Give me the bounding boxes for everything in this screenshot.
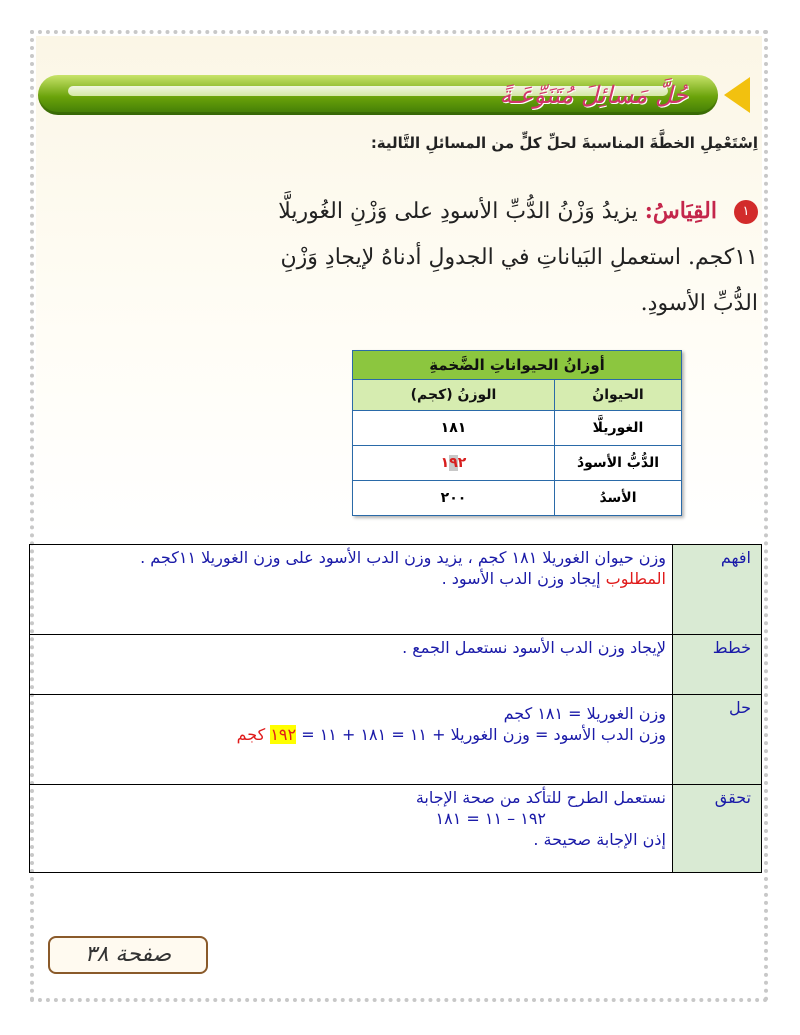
step-content — [30, 695, 673, 785]
required-line — [36, 568, 666, 589]
solution-table — [29, 544, 762, 873]
table-row — [353, 481, 682, 516]
answer-highlight: ١٩٢ — [270, 725, 297, 744]
step-label: افهم — [673, 545, 762, 635]
solve-line-1: وزن الغوريلا = ١٨١ كجم — [503, 704, 666, 723]
solve-line-2 — [36, 724, 666, 745]
check-line-1: نستعمل الطرح للتأكد من صحة الإجابة — [415, 788, 666, 807]
solution-row-plan — [30, 635, 762, 695]
weight-cell: ١٨١ — [353, 411, 555, 446]
banner-title: حُلَّ مَسائِلَ مُتَنَوِّعَـةً — [499, 81, 688, 109]
problem-statement — [268, 188, 758, 327]
step-content: لإيجاد وزن الدب الأسود نستعمل الجمع . — [30, 635, 673, 695]
step-content — [30, 545, 673, 635]
table-row — [353, 446, 682, 481]
solution-row-understand — [30, 545, 762, 635]
animal-cell: الدُّبُّ الأسودُ — [555, 446, 682, 481]
answer-unit: كجم — [236, 725, 271, 744]
weight-digit: ١ — [440, 455, 450, 471]
solve-equation: وزن الدب الأسود = وزن الغوريلا + ١١ = ١٨١ + ١١ = — [296, 725, 666, 744]
required-text: إيجاد وزن الدب الأسود . — [441, 569, 606, 588]
understand-text: وزن حيوان الغوريلا ١٨١ كجم ، يزيد وزن الدب الأسود على وزن الغوريلا ١١كجم . — [140, 548, 666, 567]
required-word: المطلوب — [605, 569, 666, 588]
instruction-text: اِسْتَعْمِلِ الخطَّةَ المناسبةَ لحلِّ كلٍّ من المسائلِ التَّالية: — [370, 134, 758, 152]
problem-text: يزيدُ وَزْنُ الدُّبِّ الأسودِ على وَزْنِ الغُوريلَّا ١١كجم. استعملِ البَياناتِ في الجدولِ أدناهُ لإيجادِ وَزْنِ الدُّبِّ الأسودِ. — [278, 199, 758, 316]
arrow-icon — [724, 77, 750, 113]
page-number-label: صفحة ٣٨ — [48, 936, 208, 974]
weight-digit: ٢ — [457, 455, 467, 471]
animal-cell: الأسدُ — [555, 481, 682, 516]
weight-digit-highlighted: ٩ — [449, 455, 458, 471]
step-label: حل — [673, 695, 762, 785]
section-banner — [38, 73, 758, 119]
step-content — [30, 785, 673, 873]
weights-table — [352, 350, 682, 516]
step-label: تحقق — [673, 785, 762, 873]
step-label: خطط — [673, 635, 762, 695]
weight-cell-filled — [353, 446, 555, 481]
problem-number-badge: ١ — [734, 200, 758, 224]
problem-keyword: القِيَاسُ: — [644, 198, 717, 224]
check-line-3: إذن الإجابة صحيحة . — [533, 830, 666, 849]
table-row — [353, 411, 682, 446]
column-header-animal: الحيوانُ — [555, 380, 682, 411]
check-line-2: ١٩٢ – ١١ = ١٨١ — [435, 809, 546, 828]
column-header-weight: الوزنُ (كجم) — [353, 380, 555, 411]
weight-cell: ٢٠٠ — [353, 481, 555, 516]
solution-row-check — [30, 785, 762, 873]
animal-cell: الغوريلَّا — [555, 411, 682, 446]
table-title: أوزانُ الحيواناتِ الضَّخمةِ — [353, 351, 682, 380]
solution-row-solve — [30, 695, 762, 785]
